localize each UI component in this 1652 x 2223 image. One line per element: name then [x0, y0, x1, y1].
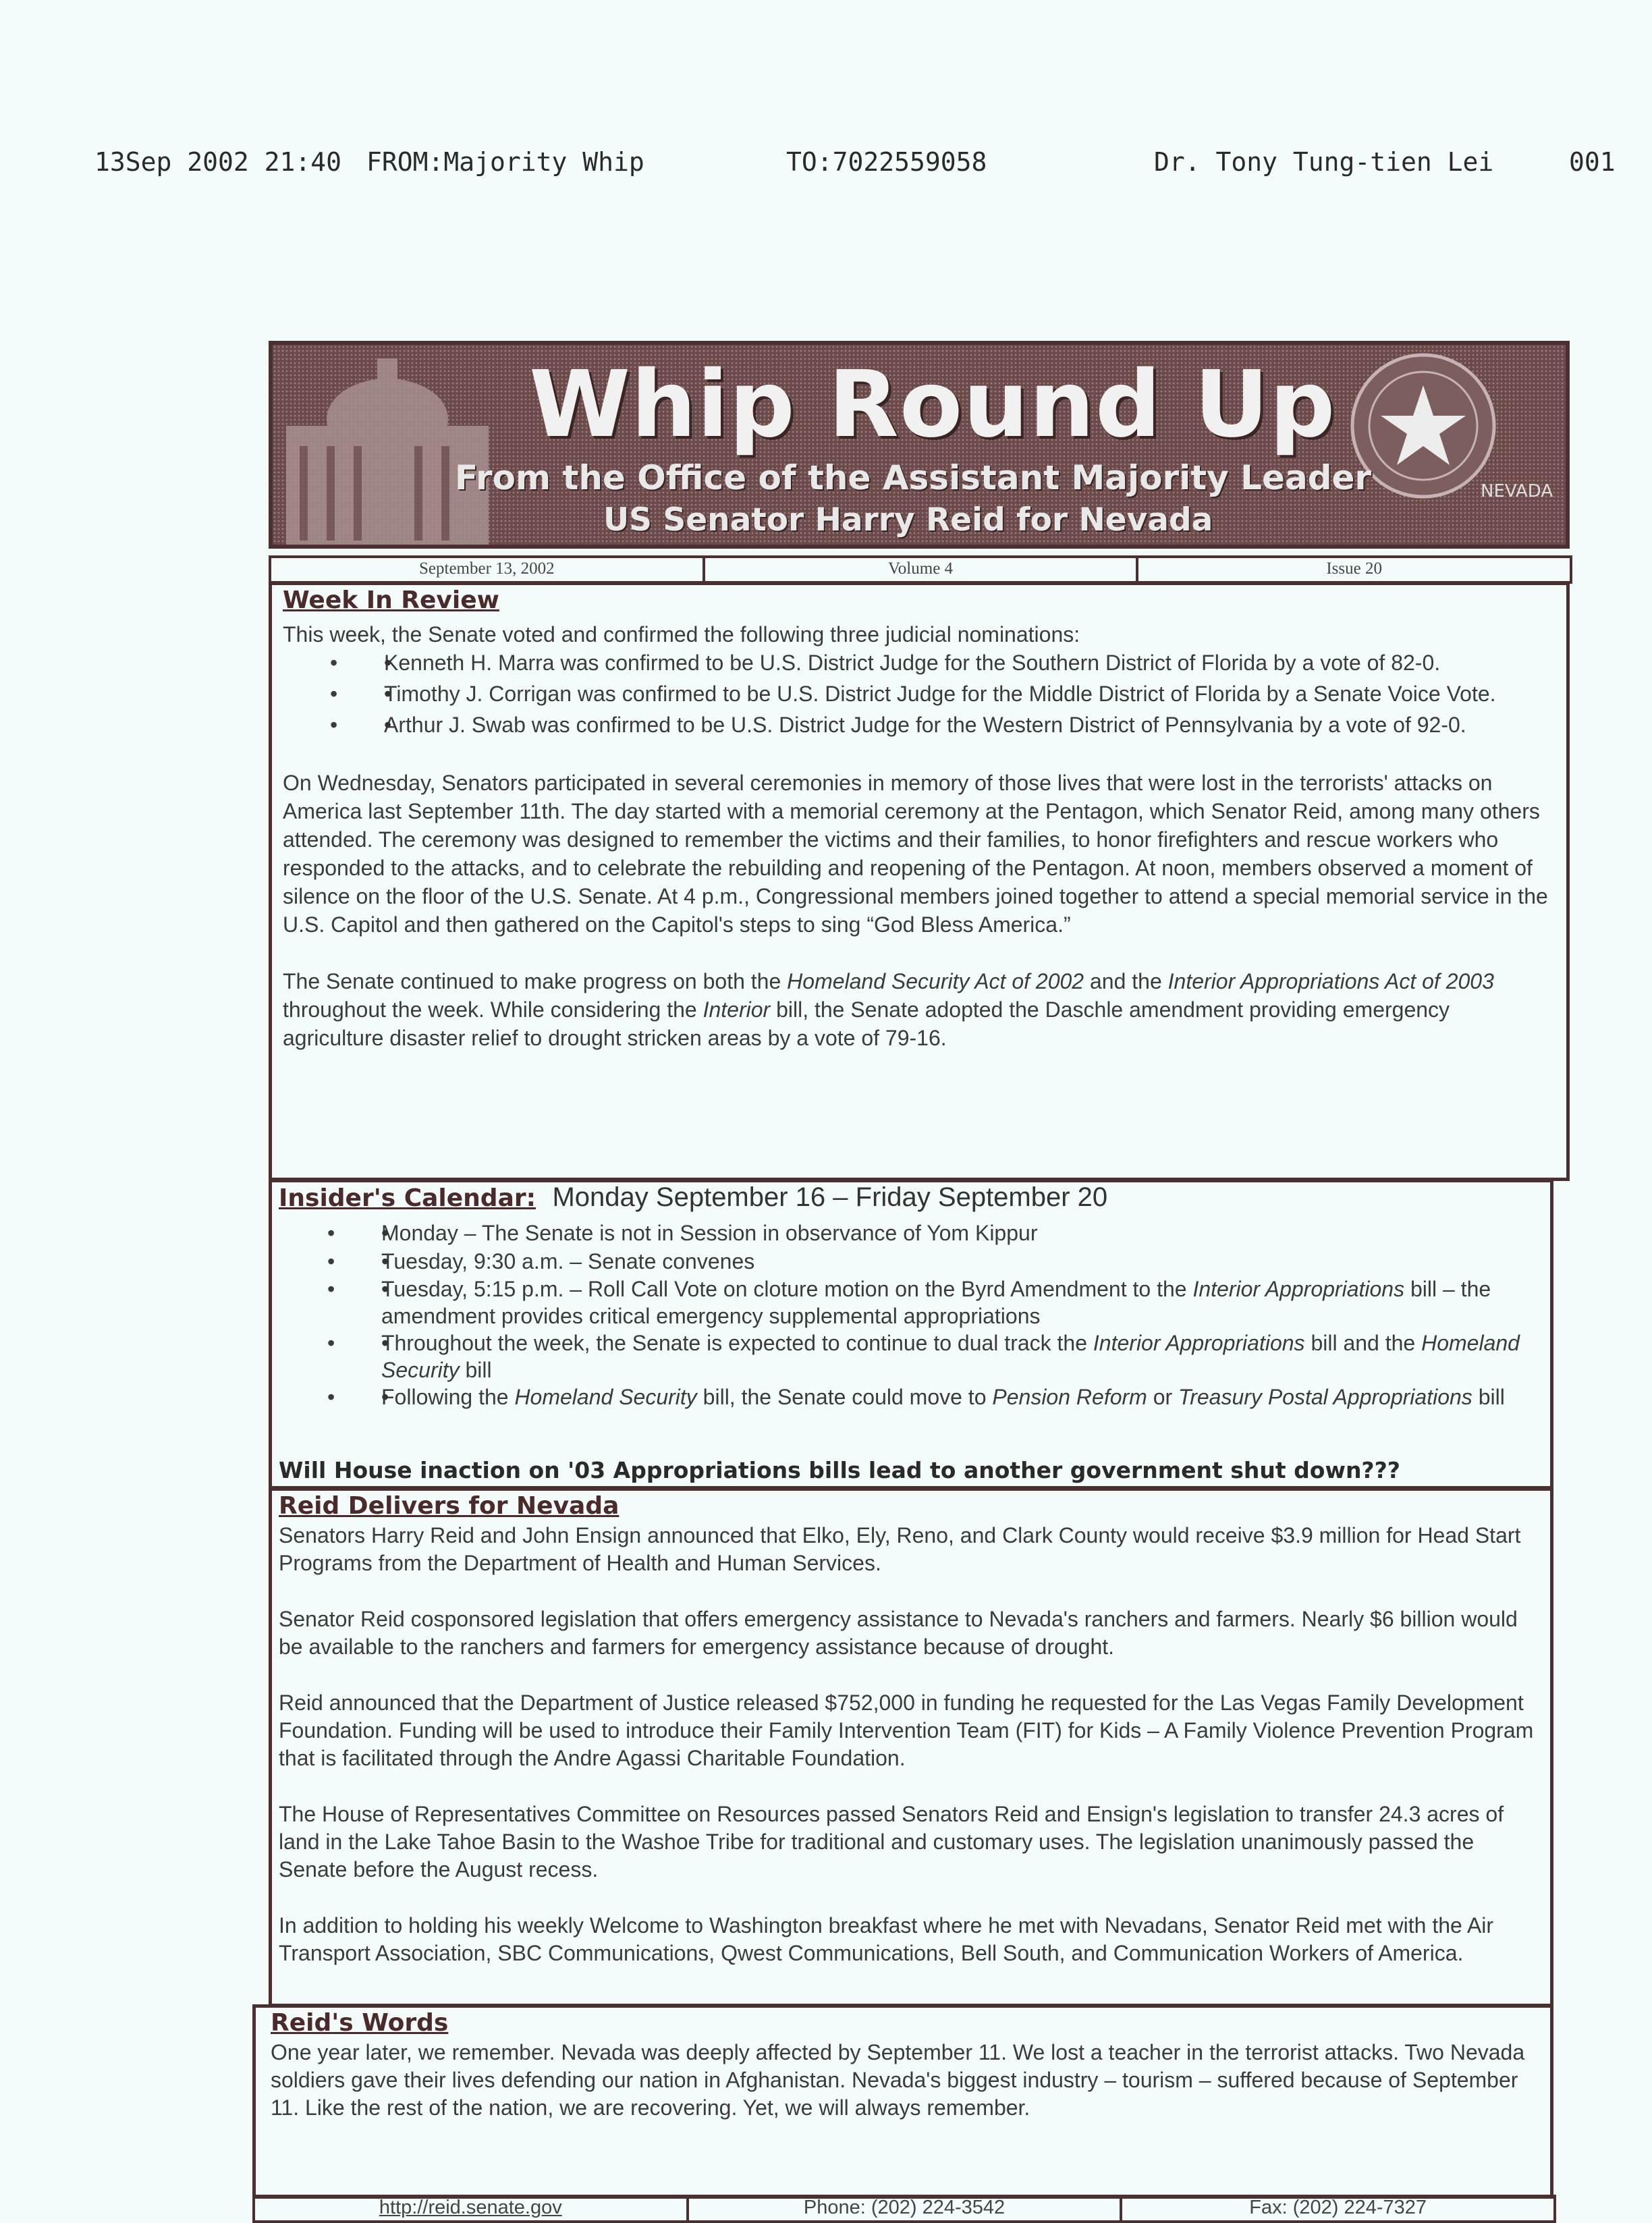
reids-words-section [252, 2004, 1553, 2199]
svg-text:NEVADA: NEVADA [1481, 481, 1553, 501]
justice-funding-paragraph: Reid announced that the Department of Justice released $752,000 in funding he requested for the Las Vegas Family Development Foundation. Funding will be used to introduce their Family Intervention Team (FIT) for Kids – A Family Violence Prevention Program that is facilitated through the Andre Agassi Charitable Foundation. [279, 1691, 1534, 1770]
nominations-list [330, 649, 1531, 739]
breakfast-paragraph: In addition to holding his weekly Welcome to Washington breakfast where he met with Nevadans, Senator Reid met with the Air Transport Association, SBC Communications, Qwest Communications, Bell South, and Communication Workers of America. [279, 1913, 1494, 1965]
memorial-paragraph: On Wednesday, Senators participated in several ceremonies in memory of those lives that were lost in the terrorists' attacks on America last September 11th. The day started with a memorial ceremony at the Pentagon, which Senator Reid, among many others attended. The ceremony was designed to remember the victims and their families, to honor firefighters and rescue workers who responded to the attacks, and to celebrate the rebuilding and reopening of the Pentagon. At noon, members observed a moment of silence on the floor of the U.S. Senate. At 4 p.m., Congressional members joined together to attend a special memorial service in the U.S. Capitol and then gathered on the Capitol's steps to sing “God Bless America.” [283, 771, 1548, 937]
reid-delivers-heading: Reid Delivers for Nevada [279, 1492, 620, 1520]
list-item: • • Tuesday, 9:30 a.m. – Senate convenes [381, 1247, 1529, 1275]
reids-words-heading: Reid's Words [271, 2009, 449, 2037]
list-item: • • Monday – The Senate is not in Session in observance of Yom Kippur [381, 1219, 1529, 1247]
homeland-security-paragraph: The Senate continued to make progress on both the Homeland Security Act of 2002 and the Interior Appropriations Act of 2003 throughout the week. While considering the Interior bill, the Senate adopted the Daschle amendment providing emergency agriculture disaster relief to drought stricken areas by a vote of 79-16. [283, 969, 1494, 1050]
calendar-date-range: Monday September 16 – Friday September 20 [552, 1182, 1108, 1212]
insiders-calendar-section [269, 1179, 1553, 1489]
head-start-paragraph: Senators Harry Reid and John Ensign announced that Elko, Ely, Reno, and Clark County would receive $3.9 million for Head Start Programs from the Department of Health and Human Services. [279, 1523, 1521, 1575]
fax-to: TO:7022559058 [786, 147, 987, 177]
fax-number: Fax: (202) 224-7327 [1120, 2195, 1556, 2223]
ranchers-paragraph: Senator Reid cosponsored legislation that offers emergency assistance to Nevada's ranchers and farmers. Nearly $6 billion would be available to the ranchers and farmers for emergency assistance because of drought. [279, 1607, 1518, 1659]
fax-recipient: Dr. Tony Tung-tien Lei [1154, 147, 1494, 177]
list-item: • • Throughout the week, the Senate is expected to continue to dual track the Interior Appropriations bill and the Homeland Security bill [381, 1329, 1529, 1383]
week-in-review-heading: Week In Review [283, 586, 499, 614]
list-item: • • Tuesday, 5:15 p.m. – Roll Call Vote on cloture motion on the Byrd Amendment to the Interior Appropriations bill – the amendment provides critical emergency supplemental appropriations [381, 1275, 1529, 1329]
week-in-review-intro: This week, the Senate voted and confirmed the following three judicial nominations: [283, 622, 1080, 647]
insiders-calendar-heading: Insider's Calendar: [279, 1184, 536, 1212]
issue-number: Issue 20 [1136, 555, 1572, 584]
newsletter-subtitle-senator: US Senator Harry Reid for Nevada [603, 501, 1213, 539]
list-item: • • Timothy J. Corrigan was confirmed to be U.S. District Judge for the Middle District of Florida by a Senate Voice Vote. [384, 680, 1531, 708]
website-link[interactable]: http://reid.senate.gov [252, 2195, 689, 2223]
list-item: • • Kenneth H. Marra was confirmed to be U.S. District Judge for the Southern District of Florida by a vote of 82-0. [384, 649, 1531, 677]
calendar-list [327, 1219, 1529, 1410]
masthead-banner [269, 341, 1570, 549]
issue-volume: Volume 4 [703, 555, 1139, 584]
newsletter-title: Whip Round Up [529, 352, 1336, 458]
fax-header [94, 147, 1620, 181]
phone-number: Phone: (202) 224-3542 [686, 2195, 1123, 2223]
fax-page-number: 001 [1569, 147, 1616, 177]
reid-delivers-section [269, 1487, 1553, 2007]
week-in-review-section [269, 582, 1570, 1181]
newsletter-subtitle-office: From the Office of the Assistant Majority Leader [455, 458, 1372, 497]
appropriations-question: Will House inaction on '03 Appropriations bills lead to another government shut down??? [279, 1457, 1400, 1483]
list-item: • • Arthur J. Swab was confirmed to be U.S. District Judge for the Western District of Pennsylvania by a vote of 92-0. [384, 711, 1531, 739]
fax-datetime: 13Sep 2002 21:40 [94, 147, 342, 177]
fax-from: FROM:Majority Whip [366, 147, 644, 177]
issue-info-bar [269, 555, 1570, 584]
issue-date: September 13, 2002 [269, 555, 705, 584]
list-item: • • Following the Homeland Security bill, the Senate could move to Pension Reform or Treasury Postal Appropriations bill [381, 1383, 1529, 1410]
contact-footer [252, 2195, 1553, 2223]
lake-tahoe-paragraph: The House of Representatives Committee on Resources passed Senators Reid and Ensign's legislation to transfer 24.3 acres of land in the Lake Tahoe Basin to the Washoe Tribe for traditional and customary uses. The legislation unanimously passed the Senate before the August recess. [279, 1802, 1504, 1882]
reids-words-text: One year later, we remember. Nevada was deeply affected by September 11. We lost a teacher in the terrorist attacks. Two Nevada soldiers gave their lives defending our nation in Afghanistan. Nevada's biggest industry – tourism – suffered because of September 11. Like the rest of the nation, we are recovering. Yet, we will always remember. [271, 2040, 1525, 2120]
